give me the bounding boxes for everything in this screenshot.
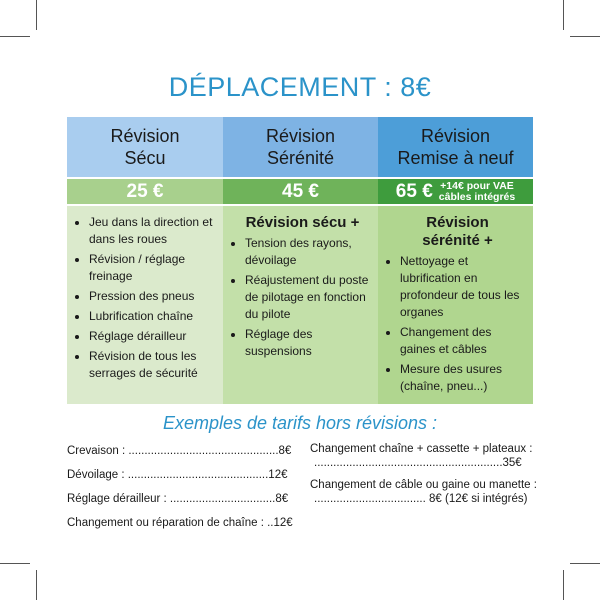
tarif-line: Réglage dérailleur : .................................8€	[67, 493, 289, 505]
header-line2: Remise à neuf	[397, 148, 514, 168]
tarifs-right-list	[310, 442, 538, 514]
crop-mark	[0, 563, 30, 564]
tarifs-left-list	[67, 444, 302, 540]
pricing-table	[67, 117, 533, 404]
price-extra-note	[439, 181, 515, 203]
details-list	[388, 253, 527, 395]
crop-mark	[563, 570, 564, 600]
list-item: • Jeu dans la direction et dans les roues	[89, 214, 217, 248]
price-value: 45 €	[282, 180, 319, 202]
details-list	[77, 214, 217, 382]
tarif-line: ................................... 8€ (12€ si intégrés)	[314, 493, 528, 505]
header-revision-secu	[67, 117, 223, 177]
details-heading-line2: sérénité +	[422, 232, 493, 249]
price-value: 25 €	[126, 180, 164, 202]
tarif-entry	[310, 478, 538, 506]
header-revision-remise-a-neuf	[378, 117, 533, 177]
tarif-line: ...........................................................35€	[314, 457, 522, 469]
details-serenite	[223, 206, 378, 404]
list-item: • Révision de tous les serrages de sécurité	[89, 348, 217, 382]
header-line1: Révision	[265, 126, 336, 146]
price-remise-a-neuf	[378, 177, 533, 206]
list-item: • Nettoyage et lubrification en profondeur de tous les organes	[400, 253, 527, 321]
tarif-entry	[310, 442, 538, 470]
price-secu	[67, 177, 223, 206]
crop-mark	[0, 36, 30, 37]
details-remise-a-neuf	[378, 206, 533, 404]
list-item: • Tension des rayons, dévoilage	[245, 235, 372, 269]
tarif-line: Dévoilage : ............................................12€	[67, 469, 288, 481]
header-line2: Sécu	[124, 148, 166, 168]
crop-mark	[570, 563, 600, 564]
tarif-line: Crevaison : ...............................................8€	[67, 445, 292, 457]
list-item: • Révision / réglage freinage	[89, 251, 217, 285]
list-item: • Mesure des usures (chaîne, pneu...)	[400, 361, 527, 395]
price-serenite	[223, 177, 378, 206]
header-line1: Révision	[420, 126, 491, 146]
details-heading: Révision sécu +	[245, 214, 360, 231]
list-item: • Réglage des suspensions	[245, 326, 372, 360]
section-subtitle: Exemples de tarifs hors révisions :	[162, 413, 438, 433]
details-heading	[388, 214, 527, 250]
page-title: DÉPLACEMENT : 8€	[168, 72, 432, 102]
list-item: • Lubrification chaîne	[89, 308, 217, 325]
price-value: 65 €	[395, 180, 433, 202]
list-item: • Réglage dérailleur	[89, 328, 217, 345]
tarif-line: Changement ou réparation de chaîne : ..12€	[67, 517, 293, 529]
crop-mark	[570, 36, 600, 37]
price-extra-line1: +14€ pour VAE	[440, 179, 514, 192]
list-item: • Réajustement du poste de pilotage en fonction du pilote	[245, 272, 372, 323]
header-line1: Révision	[110, 126, 180, 146]
header-line2: Sérénité	[266, 148, 335, 168]
tarif-line: Changement chaîne + cassette + plateaux :	[310, 443, 533, 455]
price-extra-line2: câbles intégrés	[438, 190, 516, 203]
details-list	[233, 235, 372, 360]
crop-mark	[36, 0, 37, 30]
crop-mark	[36, 570, 37, 600]
details-secu	[67, 206, 223, 404]
tarif-line: Changement de câble ou gaine ou manette :	[310, 479, 537, 491]
crop-mark	[563, 0, 564, 30]
header-revision-serenite	[223, 117, 378, 177]
list-item: • Changement des gaines et câbles	[400, 324, 527, 358]
details-heading-line1: Révision	[426, 214, 489, 231]
list-item: • Pression des pneus	[89, 288, 217, 305]
